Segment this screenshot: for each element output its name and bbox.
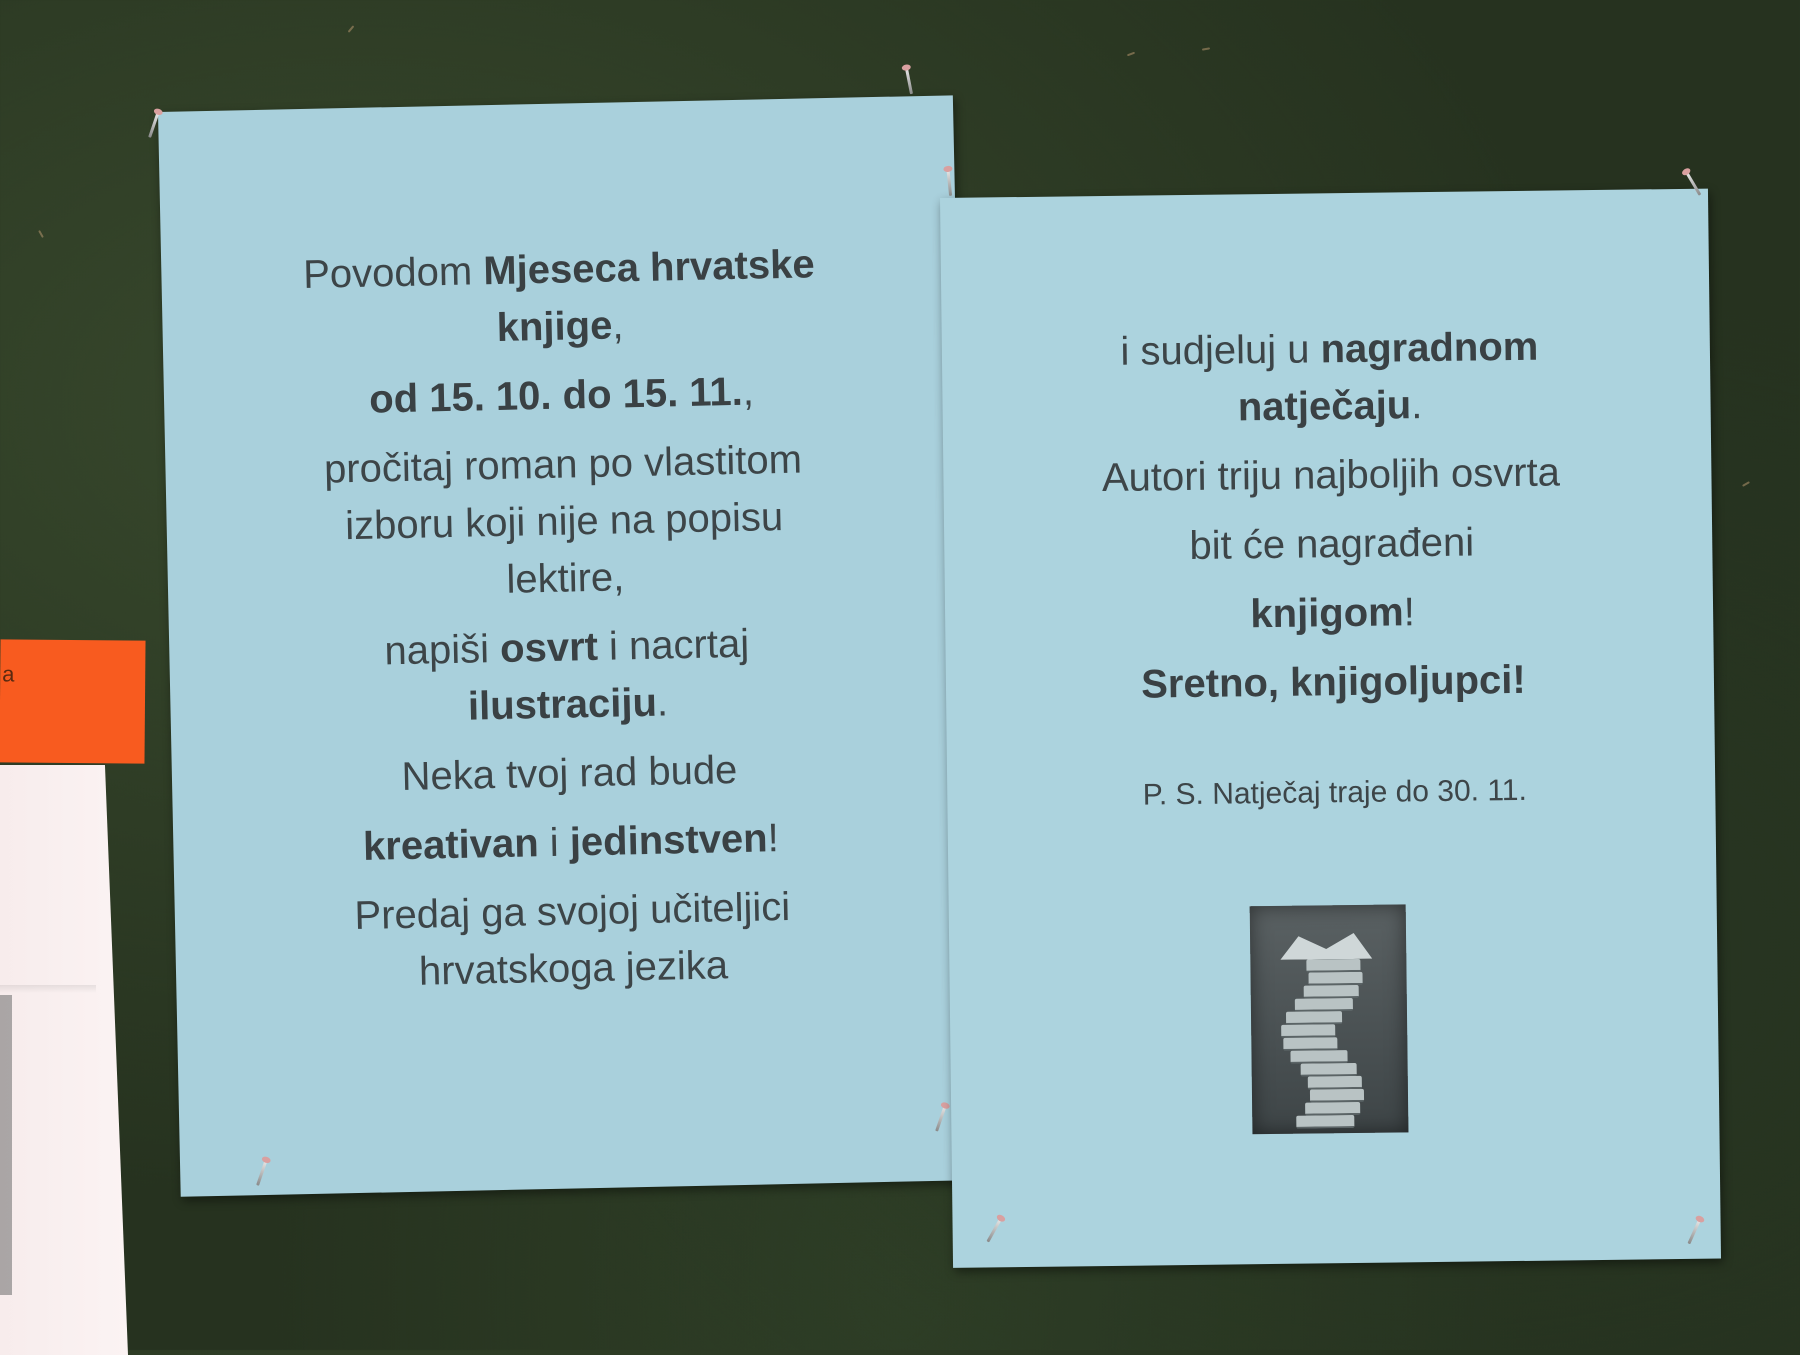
open-book-shape (1280, 933, 1372, 960)
board-speck (38, 230, 44, 238)
bold-text: knjigom (1250, 590, 1404, 637)
text-run: Neka tvoj rad bude (401, 748, 738, 800)
text-run: . (656, 680, 669, 725)
text-run: Predaj ga svojoj učiteljici (354, 884, 791, 939)
orange-note (0, 639, 146, 763)
poster_right-line (972, 317, 1688, 383)
text-run: . (1410, 383, 1423, 428)
board-speck (1202, 47, 1210, 50)
text-run: , (611, 303, 624, 348)
poster-left-text (201, 234, 932, 1005)
bold-text: ilustraciju (467, 680, 658, 729)
book-shape (1286, 1011, 1341, 1025)
book-shape (1283, 1037, 1337, 1051)
bold-text: Sretno, knjigoljupci! (1140, 657, 1526, 707)
pin-icon (905, 68, 913, 94)
text-run: Autori triju najboljih osvrta (1101, 450, 1561, 501)
bold-text: osvrt (499, 624, 599, 671)
book-shape (1291, 1050, 1348, 1064)
text-run: pročitaj roman po vlastitom (323, 437, 803, 492)
pin-icon (1687, 1219, 1700, 1244)
pin-icon (148, 112, 159, 138)
orange-note-text: a (2, 661, 15, 687)
poster-left (158, 95, 976, 1196)
sheet-strip (0, 995, 12, 1295)
bold-text: kreativan (362, 821, 540, 869)
book-shape (1306, 959, 1361, 973)
book-shape (1308, 1076, 1363, 1090)
book-shape (1310, 1089, 1364, 1103)
text-run: i sudjeluj u (1120, 327, 1321, 374)
book-shape (1295, 998, 1353, 1012)
poster_right-line (976, 650, 1692, 716)
text-run: bit će nagrađeni (1189, 520, 1475, 568)
bold-text: nagradnom (1320, 324, 1539, 372)
text-run: i nacrtaj (597, 621, 750, 669)
poster_right-line (974, 512, 1690, 578)
book-shape (1308, 972, 1362, 986)
bold-text: Mjeseca hrvatske (482, 242, 816, 294)
pin-icon (986, 1218, 1001, 1242)
book-stack-illustration (1250, 904, 1409, 1134)
text-run: lektire, (506, 555, 625, 602)
white-sheet (0, 765, 128, 1355)
sheet-fold (0, 985, 96, 993)
text-run: napiši (384, 626, 501, 674)
bold-text: jedinstven (569, 816, 769, 865)
text-run: izboru koji nije na popisu (344, 495, 784, 549)
text-run: , (742, 369, 755, 414)
poster_right-line (975, 581, 1691, 647)
pin-icon (256, 1160, 267, 1186)
poster-right (940, 189, 1721, 1268)
poster_right-line (972, 374, 1688, 440)
bold-text: natječaju (1237, 383, 1412, 430)
pin-icon (935, 1106, 946, 1132)
text-run: hrvatskoga jezika (418, 943, 729, 994)
poster-right-text (972, 317, 1692, 716)
book-shape (1305, 1102, 1360, 1116)
ps-note: P. S. Natječaj traje do 30. 11. (1142, 773, 1528, 812)
bold-text: od 15. 10. do 15. 11. (368, 369, 744, 422)
poster_right-line (973, 443, 1689, 509)
board-speck (1127, 52, 1135, 57)
pin-icon (1685, 172, 1701, 196)
book-shape (1281, 1024, 1335, 1038)
text-run: Povodom (302, 249, 484, 297)
book-shape (1304, 985, 1359, 999)
board-speck (1742, 481, 1750, 487)
book-shape (1296, 1115, 1354, 1129)
text-run: ! (767, 816, 780, 861)
text-run: ! (1403, 590, 1416, 635)
text-run: i (538, 820, 571, 866)
board-speck (348, 25, 355, 32)
bold-text: knjige (496, 303, 613, 350)
book-shape (1300, 1063, 1357, 1077)
